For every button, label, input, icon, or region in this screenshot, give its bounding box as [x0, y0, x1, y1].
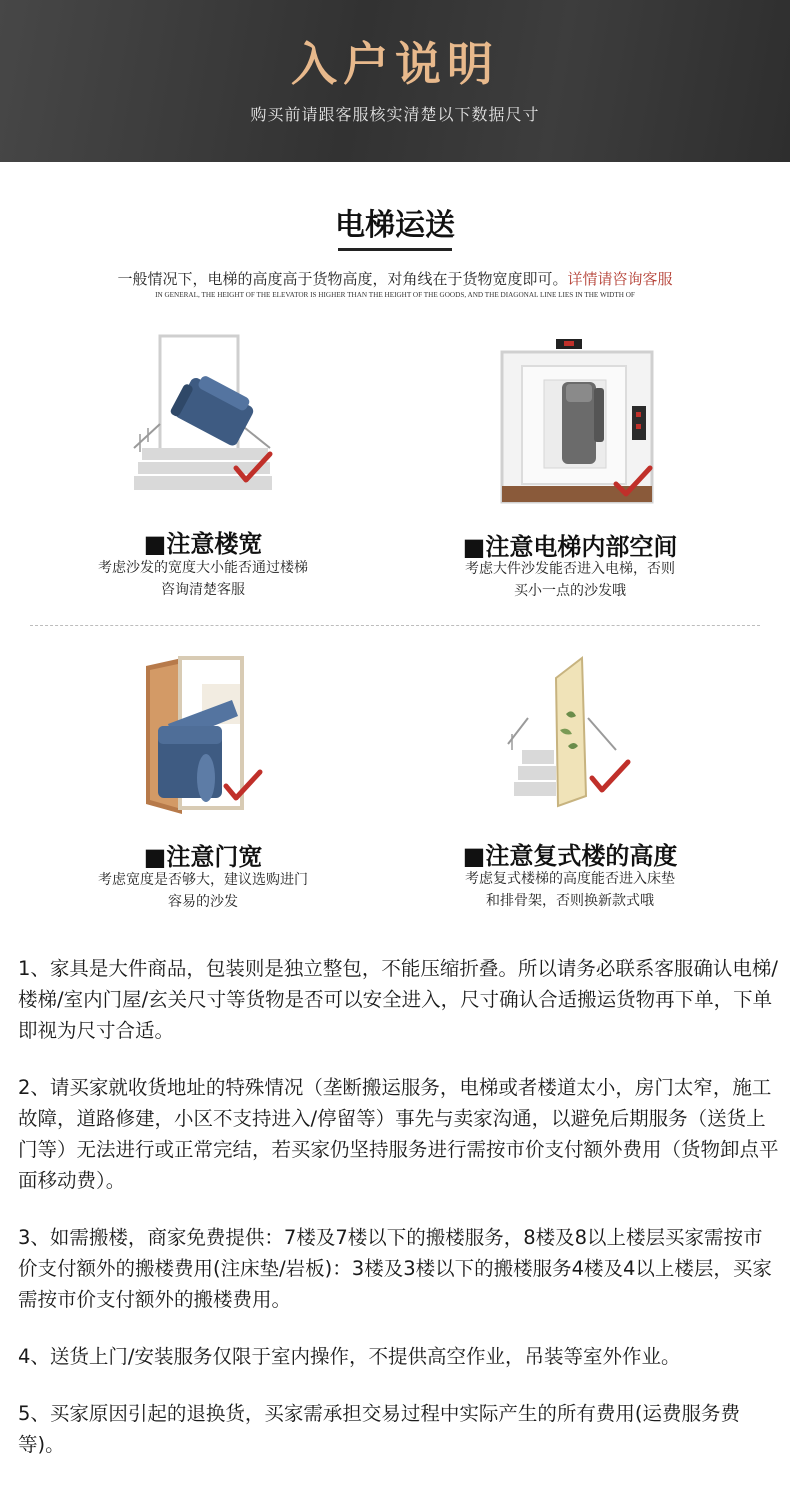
- card-desc-stair-width: [58, 557, 348, 601]
- section-divider: [30, 625, 760, 626]
- card-title-door-width: ■注意门宽: [143, 843, 263, 871]
- card-desc-line: 容易的沙发: [168, 894, 238, 910]
- page-subtitle: 购买前请跟客服核实清楚以下数据尺寸: [250, 105, 540, 124]
- sofa-through-door-illustration: [140, 654, 270, 820]
- section-description: [0, 268, 790, 289]
- card-desc-duplex-height: [420, 868, 720, 912]
- mattress-on-stairs-illustration: [500, 654, 650, 814]
- card-desc-line: 考虑沙发的宽度大小能否通过楼梯: [98, 560, 308, 576]
- note-item: 1、家具是大件商品，包装则是独立整包，不能压缩折叠。所以请务必联系客服确认电梯/楼梯/室内门屋/玄关尺寸等货物是否可以安全进入，尺寸确认合适搬运货物再下单，下单即视为尺寸合适。: [18, 957, 778, 1042]
- card-desc-line: 买小一点的沙发哦: [514, 583, 626, 599]
- card-desc-door-width: [58, 869, 348, 913]
- header-banner: [0, 0, 790, 162]
- section-title: 电梯运送: [335, 208, 455, 243]
- card-desc-line: 和排骨架，否则换新款式哦: [486, 893, 654, 909]
- section-description-highlight: 详情请咨询客服: [567, 270, 673, 288]
- card-title-stair-width: ■注意楼宽: [143, 530, 263, 558]
- card-desc-elevator-space: [420, 558, 720, 602]
- card-desc-line: 考虑复式楼梯的高度能否进入床垫: [465, 871, 675, 887]
- section-description-main: 一般情况下，电梯的高度高于货物高度，对角线在于货物宽度即可。: [117, 270, 568, 288]
- card-title-duplex-height: ■注意复式楼的高度: [462, 842, 678, 870]
- card-desc-line: 咨询清楚客服: [161, 582, 245, 598]
- page-title: 入户说明: [291, 37, 499, 91]
- section-underline: [338, 248, 452, 251]
- note-item: 2、请买家就收货地址的特殊情况（垄断搬运服务，电梯或者楼道太小，房门太窄，施工故障，道路修建，小区不支持进入/停留等）事先与卖家沟通，以避免后期服务（送货上门等）无法进行或正常完结，若买家仍坚持服务进行需按市价支付额外费用（货物卸点平面移动费）。: [18, 1076, 779, 1192]
- card-title-elevator-space: ■注意电梯内部空间: [462, 533, 678, 561]
- note-item: 4、送货上门/安装服务仅限于室内操作，不提供高空作业，吊装等室外作业。: [18, 1345, 681, 1368]
- card-desc-line: 考虑宽度是否够大，建议选购进门: [98, 872, 308, 888]
- notes-list: [18, 953, 780, 1486]
- note-item: 5、买家原因引起的退换货，买家需承担交易过程中实际产生的所有费用(运费服务费等)。: [18, 1402, 741, 1456]
- section-description-english: IN GENERAL, THE HEIGHT OF THE ELEVATOR IS HIGHER THAN THE HEIGHT OF THE GOODS, AND THE DIAGONAL LINE LIES IN THE WIDTH OF: [155, 291, 635, 299]
- note-item: 3、如需搬楼，商家免费提供：7楼及7楼以下的搬楼服务，8楼及8以上楼层买家需按市价支付额外的搬楼费用(注床垫/岩板)：3楼及3楼以下的搬楼服务4楼及4以上楼层，买家需按市价支付额外的搬楼费用。: [18, 1226, 772, 1311]
- sofa-in-elevator-illustration: [498, 336, 658, 504]
- sofa-on-stairs-illustration: [130, 328, 280, 498]
- card-desc-line: 考虑大件沙发能否进入电梯，否则: [465, 561, 675, 577]
